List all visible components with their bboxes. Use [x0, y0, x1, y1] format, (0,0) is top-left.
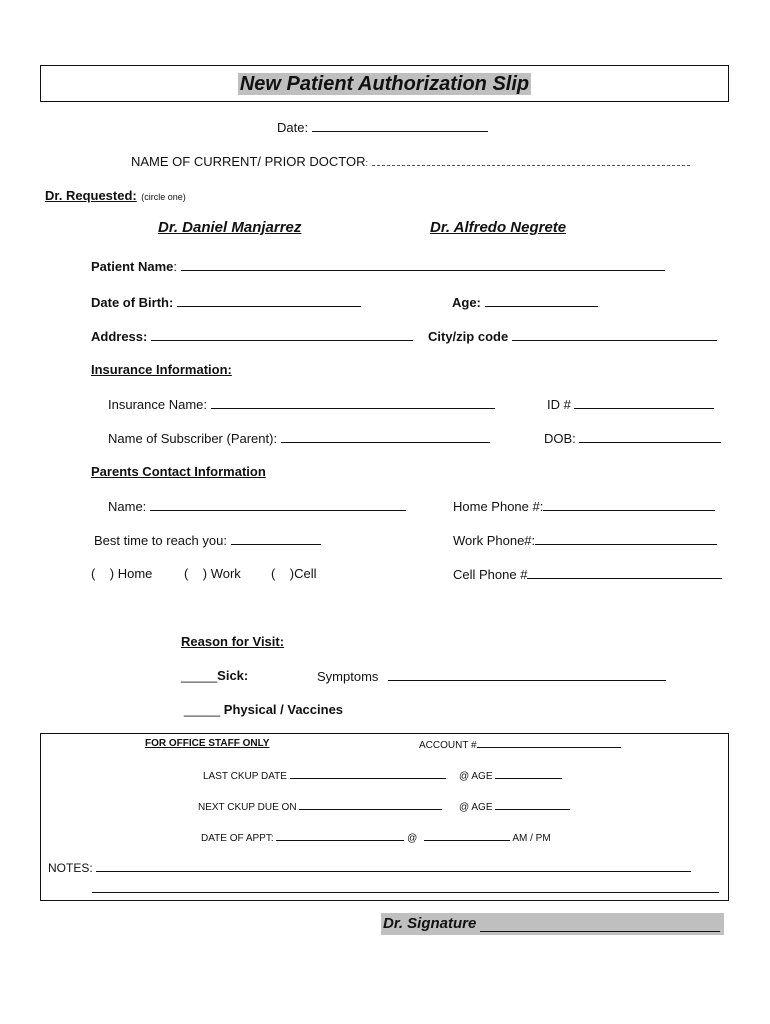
- last-ckup-field[interactable]: [290, 769, 446, 779]
- physical-row: [184, 702, 343, 717]
- physical-blank[interactable]: _____: [184, 702, 221, 717]
- best-time-row: [94, 532, 321, 548]
- date-label: Date:: [277, 120, 309, 135]
- signature-field[interactable]: [480, 931, 720, 932]
- insurance-id-field[interactable]: [574, 396, 714, 409]
- notes-field-line-2[interactable]: [92, 880, 719, 893]
- insurance-id-row: [547, 396, 714, 412]
- option-cell[interactable]: ( )Cell: [271, 566, 317, 581]
- appt-time-field[interactable]: [424, 831, 510, 841]
- next-age-label: @ AGE: [459, 802, 493, 813]
- insurance-name-row: [108, 396, 495, 412]
- patient-name-field[interactable]: [181, 258, 665, 271]
- appt-at-label: @: [407, 833, 418, 844]
- appt-row: [201, 831, 551, 844]
- subscriber-label: Name of Subscriber (Parent):: [108, 431, 278, 446]
- dr-requested-label: Dr. Requested:: [45, 188, 137, 203]
- doctor-option-manjarrez[interactable]: Dr. Daniel Manjarrez: [158, 219, 302, 236]
- home-phone-label: Home Phone #:: [453, 499, 544, 514]
- subscriber-row: [108, 430, 490, 446]
- last-ckup-label: LAST CKUP DATE: [203, 771, 287, 782]
- last-age-label: @ AGE: [459, 771, 493, 782]
- address-row: [91, 328, 413, 344]
- date-field[interactable]: [312, 119, 488, 132]
- next-ckup-label: NEXT CKUP DUE ON: [198, 802, 297, 813]
- option-work[interactable]: ( ) Work: [184, 566, 241, 581]
- age-row: [452, 294, 598, 310]
- age-label: Age:: [452, 295, 481, 310]
- parent-name-row: [108, 498, 406, 514]
- sick-label: Sick:: [217, 668, 249, 683]
- title-box: [40, 65, 729, 102]
- date-row: [277, 119, 488, 135]
- current-doctor-row: NAME OF CURRENT/ PRIOR DOCTOR:: [131, 153, 690, 169]
- best-time-field[interactable]: [231, 532, 321, 545]
- notes-row: [48, 861, 691, 875]
- doctor-option-negrete[interactable]: Dr. Alfredo Negrete: [430, 219, 567, 236]
- cityzip-field[interactable]: [512, 328, 717, 341]
- signature-box: [381, 913, 724, 935]
- home-phone-field[interactable]: [543, 498, 715, 511]
- patient-name-row: Patient Name:: [91, 258, 665, 274]
- page-title: New Patient Authorization Slip: [239, 73, 530, 95]
- patient-name-label: Patient Name: [91, 259, 174, 274]
- account-field[interactable]: [477, 738, 621, 748]
- sick-row: [181, 668, 248, 683]
- current-doctor-label: NAME OF CURRENT/ PRIOR DOCTOR: [131, 154, 366, 169]
- cityzip-row: [428, 328, 717, 344]
- cityzip-label: City/zip code: [428, 329, 509, 344]
- office-staff-box: [40, 733, 729, 901]
- appt-date-field[interactable]: [276, 831, 404, 841]
- visit-heading: Reason for Visit:: [181, 634, 285, 649]
- symptoms-label: Symptoms: [317, 669, 379, 684]
- subscriber-field[interactable]: [281, 430, 490, 443]
- office-heading: FOR OFFICE STAFF ONLY: [145, 738, 270, 749]
- work-phone-field[interactable]: [535, 532, 717, 545]
- address-label: Address:: [91, 329, 148, 344]
- sick-blank[interactable]: _____: [181, 668, 218, 683]
- ampm-label: AM / PM: [512, 833, 551, 844]
- cell-phone-row: [453, 566, 722, 582]
- dob-row: [91, 294, 361, 310]
- next-age-field[interactable]: [495, 800, 570, 810]
- cell-phone-label: Cell Phone #: [453, 567, 528, 582]
- last-age-row: [459, 769, 562, 782]
- insurance-name-field[interactable]: [211, 396, 495, 409]
- account-label: ACCOUNT #: [419, 740, 477, 751]
- physical-label: Physical / Vaccines: [223, 702, 344, 717]
- age-field[interactable]: [485, 294, 598, 307]
- circle-one-note: (circle one): [141, 192, 186, 202]
- dob-label: Date of Birth:: [91, 295, 174, 310]
- next-ckup-row: [198, 800, 442, 813]
- parents-heading: Parents Contact Information: [91, 464, 266, 479]
- last-age-field[interactable]: [495, 769, 562, 779]
- appt-label: DATE OF APPT:: [201, 833, 274, 844]
- address-field[interactable]: [151, 328, 413, 341]
- symptoms-row: [317, 668, 666, 684]
- symptoms-field[interactable]: [388, 668, 666, 681]
- notes-field-line-1[interactable]: [96, 861, 691, 872]
- notes-label: NOTES:: [48, 861, 93, 875]
- work-phone-row: [453, 532, 717, 548]
- parent-name-label: Name:: [108, 499, 147, 514]
- signature-label: Dr. Signature: [383, 915, 477, 932]
- option-home[interactable]: ( ) Home: [91, 566, 153, 581]
- cell-phone-field[interactable]: [527, 566, 722, 579]
- insurance-id-label: ID #: [547, 397, 571, 412]
- dr-requested-row: [45, 187, 186, 205]
- parent-name-field[interactable]: [150, 498, 406, 511]
- dob-field[interactable]: [177, 294, 361, 307]
- work-phone-label: Work Phone#:: [453, 533, 536, 548]
- best-time-label: Best time to reach you:: [94, 533, 227, 548]
- last-ckup-row: [203, 769, 446, 782]
- insurance-name-label: Insurance Name:: [108, 397, 207, 412]
- next-ckup-field[interactable]: [299, 800, 442, 810]
- subscriber-dob-field[interactable]: [579, 430, 721, 443]
- account-row: [419, 738, 621, 751]
- insurance-heading: Insurance Information:: [91, 362, 232, 377]
- next-age-row: [459, 800, 570, 813]
- current-doctor-field[interactable]: [372, 153, 690, 166]
- home-phone-row: [453, 498, 715, 514]
- subscriber-dob-label: DOB:: [544, 431, 576, 446]
- subscriber-dob-row: [544, 430, 721, 446]
